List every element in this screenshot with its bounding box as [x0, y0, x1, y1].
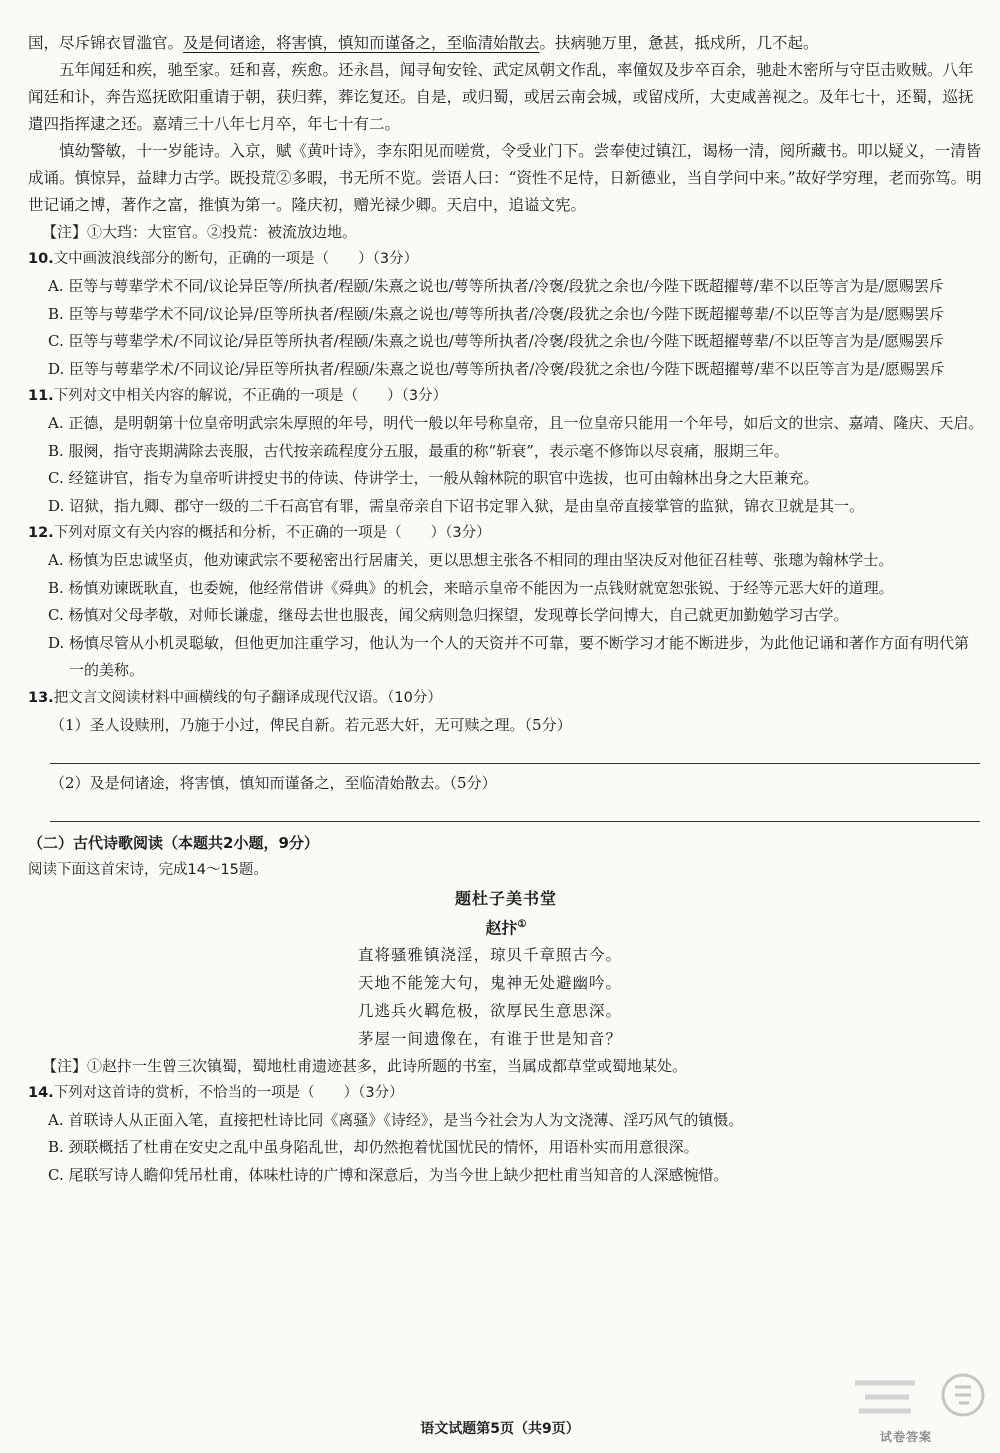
poem-author-name: 赵抃 — [485, 917, 518, 937]
q10-option-d: D. 臣等与萼辈学术/不同议论/异臣等所执者/程颐/朱熹之说也/萼等所执者/冷褒/段犹之余也/今陛下既超擢萼/辈不以臣等言为是/愿赐罢斥 — [48, 359, 945, 378]
watermark-text: 试卷答案 — [880, 1430, 933, 1444]
passage-text: 。扶病驰万里，惫甚，抵戍所，几不起。 — [539, 34, 819, 52]
question-number: 10. — [28, 251, 54, 267]
q11-option-d: D. 诏狱，指九卿、郡守一级的二千石高官有罪，需皇帝亲自下诏书定罪入狱，是由皇帝直接掌管的监狱，锦衣卫就是其一。 — [48, 496, 865, 515]
question-stem: 把文言文阅读材料中画横线的句子翻译成现代汉语。（10分） — [53, 689, 442, 706]
q13-sentence-1: （1）圣人设赎刑，乃施于小过，俾民自新。若元恶大奸，无可赎之理。（5分） — [50, 715, 572, 734]
q12-option-a: A. 杨慎为臣忠诚坚贞，他劝谏武宗不要秘密出行居庸关，更以思想主张各不相同的理由坚决反对他征召桂萼、张璁为翰林学士。 — [48, 551, 894, 569]
q12-option-d: D. 杨慎尽管从小机灵聪敏，但他更加注重学习，他认为一个人的天资并不可靠，要不断学习才能不断进步，为此他记诵和著作方面有明代第一的美称。 — [48, 633, 970, 679]
q12-option-c: C. 杨慎对父母孝敬，对师长谦虚，继母去世也服丧，闻父病则急归探望，发现尊长学问博大，自己就更加勤勉学习古学。 — [48, 606, 849, 624]
poem-line: 直将骚雅镇浇淫，琼贝千章照古今。 — [358, 945, 623, 964]
q14-option-b: B. 颈联概括了杜甫在安史之乱中虽身陷乱世，却仍然抱着忧国忧民的情怀，用语朴实而用意很深。 — [48, 1138, 699, 1157]
question-number: 14. — [28, 1084, 54, 1101]
page-footer: 语文试题第5页（共9页） — [420, 1421, 580, 1437]
section-heading: （二）古代诗歌阅读（本题共2小题，9分） — [28, 833, 319, 852]
question-12 — [28, 520, 984, 547]
passage-paragraph-3: 慎幼警敏，十一岁能诗。入京，赋《黄叶诗》，李东阳见而嗟赏，令受业门下。尝奉使过镇江，谒杨一清，阅所藏书。叩以疑义，一清皆成诵。慎惊异，益肆力古学。既投荒②多暇，书无所不览。尝语人曰：“资性不足恃，日新德业，当自学问中来。”故好学穷理，老而弥笃。明世记诵之博，著作之富，推慎为第一。隆庆初，赠光禄少卿。天启中，追谥文宪。 — [28, 142, 982, 214]
passage-text: 国，尽斥锦衣冒滥官。 — [28, 34, 184, 52]
passage-note: 【注】①大珰：大宦官。②投荒：被流放边地。 — [42, 223, 358, 241]
poem-title: 题杜子美书堂 — [454, 888, 557, 908]
q11-option-c: C. 经筵讲官，指专为皇帝听讲授史书的侍读、侍讲学士，一般从翰林院的职官中选拔，也可由翰林出身之大臣兼充。 — [48, 469, 819, 487]
question-11 — [28, 383, 984, 410]
answer-line-1[interactable] — [50, 763, 980, 764]
question-number: 12. — [28, 525, 54, 541]
question-stem: 文中画波浪线部分的断句，正确的一项是（ ）（3分） — [53, 251, 419, 267]
q10-option-b: B. 臣等与萼辈学术不同/议论异/臣等所执者/程颐/朱熹之说也/萼等所执者/冷褒/段犹之余也/今陛下既超擢萼辈/不以臣等言为是/愿赐罢斥 — [48, 304, 945, 323]
q14-option-a: A. 首联诗人从正面入笔，直接把杜诗比同《离骚》《诗经》，是当今社会为人为文浇薄、淫巧风气的镇慑。 — [48, 1110, 744, 1129]
page-content — [28, 30, 984, 1189]
question-13 — [28, 685, 984, 712]
poem-line: 天地不能笼大句，鬼神无处避幽吟。 — [358, 973, 623, 992]
question-10 — [28, 246, 984, 273]
underlined-sentence: 及是伺诸途，将害慎，慎知而谨备之，至临清始散去 — [183, 34, 540, 52]
q10-option-a: A. 臣等与萼辈学术不同/议论异臣等/所执者/程颐/朱熹之说也/萼等所执者/冷褒/段犹之余也/今陛下既超擢萼/辈不以臣等言为是/愿赐罢斥 — [48, 277, 944, 295]
passage-paragraph-2: 五年闻廷和疾，驰至家。廷和喜，疾愈。还永昌，闻寻甸安铨、武定凤朝文作乱，率僮奴及步卒百余，驰赴木密所与守臣击败贼。八年闻廷和讣，奔告巡抚欧阳重请于朝，获归葬，葬讫复还。自是，或归蜀，或居云南会城，或留戍所，大吏咸善视之。及年七十，还蜀，巡抚遣四指挥逮之还。嘉靖三十八年七月卒，年七十有二。 — [28, 61, 974, 133]
q13-sentence-2: （2）及是伺诸途，将害慎，慎知而谨备之，至临清始散去。（5分） — [50, 773, 497, 792]
answer-line-2[interactable] — [50, 821, 980, 822]
poem-note: 【注】①赵抃一生曾三次镇蜀，蜀地杜甫遗迹甚多，此诗所题的书室，当属成都草堂或蜀地某处。 — [42, 1056, 688, 1075]
q11-option-b: B. 服阕，指守丧期满除去丧服，古代按亲疏程度分五服，最重的称“斩衰”，表示毫不修饰以尽哀痛，服期三年。 — [48, 441, 789, 460]
question-14 — [28, 1080, 984, 1107]
question-stem: 下列对原文有关内容的概括和分析，不正确的一项是（ ）（3分） — [53, 525, 491, 541]
passage-line-1 — [28, 30, 984, 57]
question-stem: 下列对这首诗的赏析，不恰当的一项是（ ）（3分） — [53, 1084, 404, 1101]
q11-option-a: A. 正德，是明朝第十位皇帝明武宗朱厚照的年号，明代一般以年号称皇帝，且一位皇帝只能用一个年号，如后文的世宗、嘉靖、隆庆、天启。 — [48, 414, 984, 432]
question-number: 13. — [28, 689, 54, 706]
question-stem: 下列对文中相关内容的解说，不正确的一项是（ ）（3分） — [53, 388, 448, 404]
q12-option-b: B. 杨慎劝谏既耿直，也委婉，他经常借讲《舜典》的机会，来暗示皇帝不能因为一点钱财就宽恕张锐、于经等元恶大奸的道理。 — [48, 578, 894, 597]
poem-author — [28, 912, 984, 941]
section-lead: 阅读下面这首宋诗，完成14～15题。 — [28, 861, 268, 878]
poem-line: 几逃兵火羁危极，欲厚民生意思深。 — [358, 1001, 623, 1020]
q10-option-c: C. 臣等与萼辈学术/不同议论/异臣等所执者/程颐/朱熹之说也/萼等所执者/冷褒/段犹之余也/今陛下既超擢萼辈/不以臣等言为是/愿赐罢斥 — [48, 332, 945, 350]
footnote-mark: ① — [517, 918, 527, 930]
poem-line: 茅屋一间遗像在，有谁于世是知音？ — [358, 1029, 623, 1048]
q14-option-c: C. 尾联写诗人瞻仰凭吊杜甫，体味杜诗的广博和深意后，为当今世上缺少把杜甫当知音的人深感惋惜。 — [48, 1165, 729, 1184]
question-number: 11. — [28, 388, 54, 404]
